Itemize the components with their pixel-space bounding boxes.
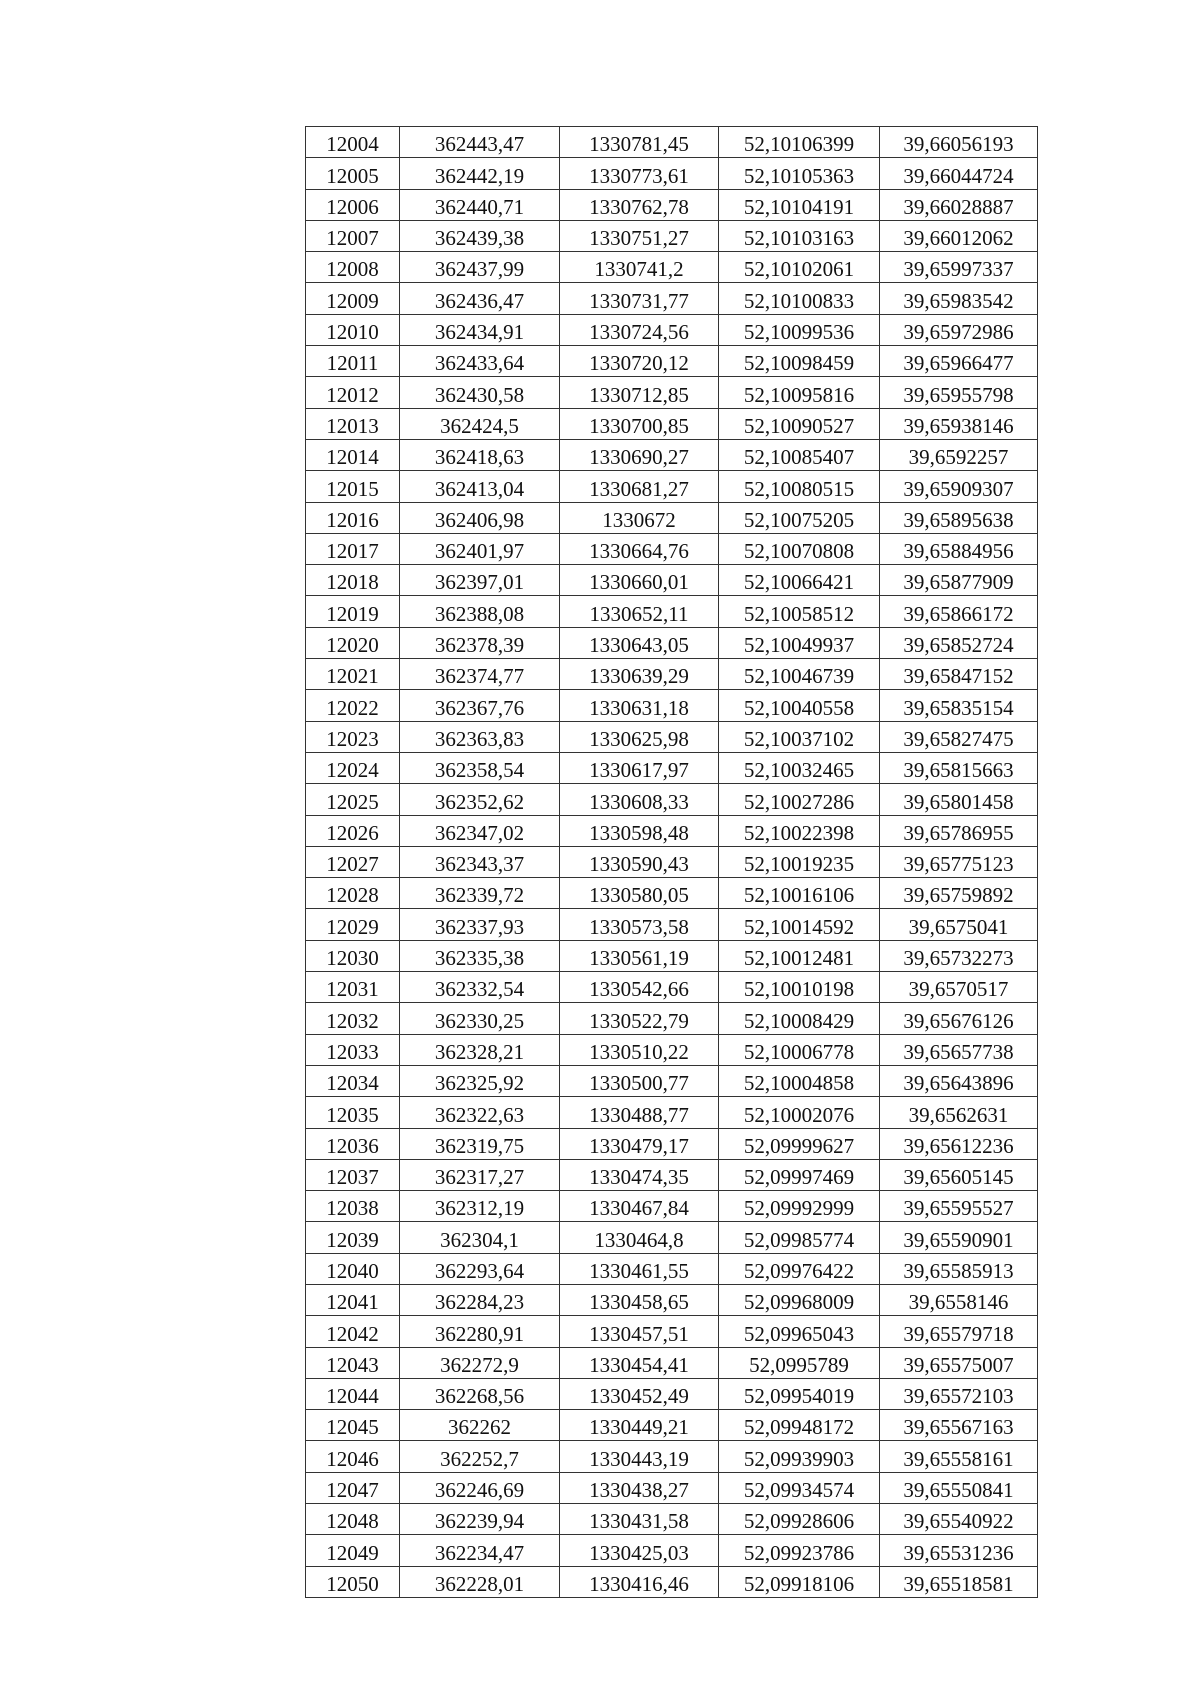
latitude-cell: 52,10008429 bbox=[719, 1003, 880, 1034]
longitude-cell: 39,65676126 bbox=[880, 1003, 1038, 1034]
x-coordinate-cell: 362335,38 bbox=[400, 940, 560, 971]
table-row bbox=[306, 533, 1038, 564]
table-row bbox=[306, 1535, 1038, 1566]
latitude-cell: 52,09997469 bbox=[719, 1159, 880, 1190]
x-coordinate-cell: 362252,7 bbox=[400, 1441, 560, 1472]
x-coordinate-cell: 362330,25 bbox=[400, 1003, 560, 1034]
latitude-cell: 52,10090527 bbox=[719, 408, 880, 439]
table-row bbox=[306, 909, 1038, 940]
point-number-cell: 12014 bbox=[306, 439, 400, 470]
latitude-cell: 52,10014592 bbox=[719, 909, 880, 940]
y-coordinate-cell: 1330700,85 bbox=[560, 408, 719, 439]
table-row bbox=[306, 846, 1038, 877]
point-number-cell: 12005 bbox=[306, 158, 400, 189]
x-coordinate-cell: 362437,99 bbox=[400, 252, 560, 283]
table-row bbox=[306, 1316, 1038, 1347]
x-coordinate-cell: 362352,62 bbox=[400, 784, 560, 815]
point-number-cell: 12037 bbox=[306, 1159, 400, 1190]
longitude-cell: 39,65567163 bbox=[880, 1410, 1038, 1441]
y-coordinate-cell: 1330762,78 bbox=[560, 189, 719, 220]
table-row bbox=[306, 972, 1038, 1003]
y-coordinate-cell: 1330467,84 bbox=[560, 1191, 719, 1222]
latitude-cell: 52,10095816 bbox=[719, 377, 880, 408]
coordinates-table bbox=[305, 126, 1038, 1598]
longitude-cell: 39,65827475 bbox=[880, 721, 1038, 752]
y-coordinate-cell: 1330431,58 bbox=[560, 1504, 719, 1535]
x-coordinate-cell: 362239,94 bbox=[400, 1504, 560, 1535]
latitude-cell: 52,09954019 bbox=[719, 1378, 880, 1409]
table-row bbox=[306, 1159, 1038, 1190]
x-coordinate-cell: 362319,75 bbox=[400, 1128, 560, 1159]
y-coordinate-cell: 1330690,27 bbox=[560, 439, 719, 470]
coordinates-table-body bbox=[306, 127, 1038, 1598]
point-number-cell: 12011 bbox=[306, 346, 400, 377]
longitude-cell: 39,65852724 bbox=[880, 627, 1038, 658]
longitude-cell: 39,6575041 bbox=[880, 909, 1038, 940]
longitude-cell: 39,6562631 bbox=[880, 1097, 1038, 1128]
table-row bbox=[306, 189, 1038, 220]
latitude-cell: 52,10010198 bbox=[719, 972, 880, 1003]
point-number-cell: 12028 bbox=[306, 878, 400, 909]
longitude-cell: 39,65847152 bbox=[880, 659, 1038, 690]
point-number-cell: 12039 bbox=[306, 1222, 400, 1253]
latitude-cell: 52,09948172 bbox=[719, 1410, 880, 1441]
y-coordinate-cell: 1330522,79 bbox=[560, 1003, 719, 1034]
latitude-cell: 52,10099536 bbox=[719, 314, 880, 345]
x-coordinate-cell: 362312,19 bbox=[400, 1191, 560, 1222]
longitude-cell: 39,65966477 bbox=[880, 346, 1038, 377]
point-number-cell: 12042 bbox=[306, 1316, 400, 1347]
longitude-cell: 39,65612236 bbox=[880, 1128, 1038, 1159]
longitude-cell: 39,65983542 bbox=[880, 283, 1038, 314]
x-coordinate-cell: 362322,63 bbox=[400, 1097, 560, 1128]
point-number-cell: 12013 bbox=[306, 408, 400, 439]
latitude-cell: 52,09968009 bbox=[719, 1284, 880, 1315]
table-row bbox=[306, 596, 1038, 627]
table-row bbox=[306, 127, 1038, 158]
x-coordinate-cell: 362439,38 bbox=[400, 220, 560, 251]
point-number-cell: 12025 bbox=[306, 784, 400, 815]
table-row bbox=[306, 721, 1038, 752]
x-coordinate-cell: 362347,02 bbox=[400, 815, 560, 846]
longitude-cell: 39,66012062 bbox=[880, 220, 1038, 251]
y-coordinate-cell: 1330457,51 bbox=[560, 1316, 719, 1347]
table-row bbox=[306, 1003, 1038, 1034]
latitude-cell: 52,10004858 bbox=[719, 1065, 880, 1096]
point-number-cell: 12008 bbox=[306, 252, 400, 283]
latitude-cell: 52,10066421 bbox=[719, 565, 880, 596]
longitude-cell: 39,65955798 bbox=[880, 377, 1038, 408]
longitude-cell: 39,65579718 bbox=[880, 1316, 1038, 1347]
latitude-cell: 52,10100833 bbox=[719, 283, 880, 314]
y-coordinate-cell: 1330479,17 bbox=[560, 1128, 719, 1159]
x-coordinate-cell: 362304,1 bbox=[400, 1222, 560, 1253]
table-row bbox=[306, 408, 1038, 439]
point-number-cell: 12033 bbox=[306, 1034, 400, 1065]
table-row bbox=[306, 1504, 1038, 1535]
point-number-cell: 12026 bbox=[306, 815, 400, 846]
longitude-cell: 39,66028887 bbox=[880, 189, 1038, 220]
latitude-cell: 52,10104191 bbox=[719, 189, 880, 220]
latitude-cell: 52,10105363 bbox=[719, 158, 880, 189]
table-row bbox=[306, 1347, 1038, 1378]
latitude-cell: 52,10106399 bbox=[719, 127, 880, 158]
point-number-cell: 12015 bbox=[306, 471, 400, 502]
y-coordinate-cell: 1330781,45 bbox=[560, 127, 719, 158]
table-row bbox=[306, 1222, 1038, 1253]
x-coordinate-cell: 362374,77 bbox=[400, 659, 560, 690]
point-number-cell: 12045 bbox=[306, 1410, 400, 1441]
table-row bbox=[306, 471, 1038, 502]
y-coordinate-cell: 1330452,49 bbox=[560, 1378, 719, 1409]
point-number-cell: 12020 bbox=[306, 627, 400, 658]
point-number-cell: 12041 bbox=[306, 1284, 400, 1315]
x-coordinate-cell: 362268,56 bbox=[400, 1378, 560, 1409]
table-row bbox=[306, 346, 1038, 377]
latitude-cell: 52,10016106 bbox=[719, 878, 880, 909]
point-number-cell: 12048 bbox=[306, 1504, 400, 1535]
point-number-cell: 12017 bbox=[306, 533, 400, 564]
point-number-cell: 12046 bbox=[306, 1441, 400, 1472]
point-number-cell: 12004 bbox=[306, 127, 400, 158]
longitude-cell: 39,65972986 bbox=[880, 314, 1038, 345]
point-number-cell: 12021 bbox=[306, 659, 400, 690]
x-coordinate-cell: 362401,97 bbox=[400, 533, 560, 564]
x-coordinate-cell: 362418,63 bbox=[400, 439, 560, 470]
y-coordinate-cell: 1330625,98 bbox=[560, 721, 719, 752]
longitude-cell: 39,65531236 bbox=[880, 1535, 1038, 1566]
x-coordinate-cell: 362332,54 bbox=[400, 972, 560, 1003]
longitude-cell: 39,65550841 bbox=[880, 1472, 1038, 1503]
table-row bbox=[306, 1097, 1038, 1128]
longitude-cell: 39,65558161 bbox=[880, 1441, 1038, 1472]
latitude-cell: 52,09965043 bbox=[719, 1316, 880, 1347]
table-row bbox=[306, 1410, 1038, 1441]
y-coordinate-cell: 1330590,43 bbox=[560, 846, 719, 877]
point-number-cell: 12034 bbox=[306, 1065, 400, 1096]
y-coordinate-cell: 1330664,76 bbox=[560, 533, 719, 564]
latitude-cell: 52,10070808 bbox=[719, 533, 880, 564]
longitude-cell: 39,6558146 bbox=[880, 1284, 1038, 1315]
table-row bbox=[306, 815, 1038, 846]
table-row bbox=[306, 252, 1038, 283]
x-coordinate-cell: 362397,01 bbox=[400, 565, 560, 596]
x-coordinate-cell: 362234,47 bbox=[400, 1535, 560, 1566]
x-coordinate-cell: 362228,01 bbox=[400, 1566, 560, 1597]
point-number-cell: 12007 bbox=[306, 220, 400, 251]
longitude-cell: 39,65605145 bbox=[880, 1159, 1038, 1190]
y-coordinate-cell: 1330639,29 bbox=[560, 659, 719, 690]
y-coordinate-cell: 1330464,8 bbox=[560, 1222, 719, 1253]
longitude-cell: 39,65759892 bbox=[880, 878, 1038, 909]
table-row bbox=[306, 377, 1038, 408]
table-row bbox=[306, 940, 1038, 971]
point-number-cell: 12010 bbox=[306, 314, 400, 345]
y-coordinate-cell: 1330573,58 bbox=[560, 909, 719, 940]
y-coordinate-cell: 1330652,11 bbox=[560, 596, 719, 627]
x-coordinate-cell: 362328,21 bbox=[400, 1034, 560, 1065]
x-coordinate-cell: 362434,91 bbox=[400, 314, 560, 345]
table-row bbox=[306, 314, 1038, 345]
point-number-cell: 12006 bbox=[306, 189, 400, 220]
x-coordinate-cell: 362442,19 bbox=[400, 158, 560, 189]
latitude-cell: 52,10027286 bbox=[719, 784, 880, 815]
point-number-cell: 12031 bbox=[306, 972, 400, 1003]
latitude-cell: 52,10103163 bbox=[719, 220, 880, 251]
x-coordinate-cell: 362272,9 bbox=[400, 1347, 560, 1378]
longitude-cell: 39,65643896 bbox=[880, 1065, 1038, 1096]
table-row bbox=[306, 1566, 1038, 1597]
y-coordinate-cell: 1330443,19 bbox=[560, 1441, 719, 1472]
y-coordinate-cell: 1330580,05 bbox=[560, 878, 719, 909]
table-row bbox=[306, 627, 1038, 658]
point-number-cell: 12049 bbox=[306, 1535, 400, 1566]
table-row bbox=[306, 1034, 1038, 1065]
point-number-cell: 12018 bbox=[306, 565, 400, 596]
y-coordinate-cell: 1330461,55 bbox=[560, 1253, 719, 1284]
latitude-cell: 52,09985774 bbox=[719, 1222, 880, 1253]
table-row bbox=[306, 283, 1038, 314]
point-number-cell: 12012 bbox=[306, 377, 400, 408]
latitude-cell: 52,10058512 bbox=[719, 596, 880, 627]
latitude-cell: 52,10102061 bbox=[719, 252, 880, 283]
y-coordinate-cell: 1330416,46 bbox=[560, 1566, 719, 1597]
table-row bbox=[306, 1284, 1038, 1315]
x-coordinate-cell: 362343,37 bbox=[400, 846, 560, 877]
y-coordinate-cell: 1330672 bbox=[560, 502, 719, 533]
longitude-cell: 39,65866172 bbox=[880, 596, 1038, 627]
x-coordinate-cell: 362443,47 bbox=[400, 127, 560, 158]
longitude-cell: 39,65518581 bbox=[880, 1566, 1038, 1597]
x-coordinate-cell: 362280,91 bbox=[400, 1316, 560, 1347]
longitude-cell: 39,65732273 bbox=[880, 940, 1038, 971]
x-coordinate-cell: 362436,47 bbox=[400, 283, 560, 314]
latitude-cell: 52,09976422 bbox=[719, 1253, 880, 1284]
point-number-cell: 12044 bbox=[306, 1378, 400, 1409]
latitude-cell: 52,09923786 bbox=[719, 1535, 880, 1566]
point-number-cell: 12030 bbox=[306, 940, 400, 971]
x-coordinate-cell: 362262 bbox=[400, 1410, 560, 1441]
y-coordinate-cell: 1330617,97 bbox=[560, 752, 719, 783]
longitude-cell: 39,65895638 bbox=[880, 502, 1038, 533]
latitude-cell: 52,10098459 bbox=[719, 346, 880, 377]
table-row bbox=[306, 1253, 1038, 1284]
table-row bbox=[306, 690, 1038, 721]
longitude-cell: 39,65909307 bbox=[880, 471, 1038, 502]
point-number-cell: 12027 bbox=[306, 846, 400, 877]
point-number-cell: 12019 bbox=[306, 596, 400, 627]
y-coordinate-cell: 1330773,61 bbox=[560, 158, 719, 189]
latitude-cell: 52,10019235 bbox=[719, 846, 880, 877]
point-number-cell: 12036 bbox=[306, 1128, 400, 1159]
y-coordinate-cell: 1330561,19 bbox=[560, 940, 719, 971]
y-coordinate-cell: 1330643,05 bbox=[560, 627, 719, 658]
y-coordinate-cell: 1330510,22 bbox=[560, 1034, 719, 1065]
x-coordinate-cell: 362246,69 bbox=[400, 1472, 560, 1503]
latitude-cell: 52,10085407 bbox=[719, 439, 880, 470]
point-number-cell: 12024 bbox=[306, 752, 400, 783]
latitude-cell: 52,10006778 bbox=[719, 1034, 880, 1065]
x-coordinate-cell: 362440,71 bbox=[400, 189, 560, 220]
y-coordinate-cell: 1330488,77 bbox=[560, 1097, 719, 1128]
point-number-cell: 12032 bbox=[306, 1003, 400, 1034]
y-coordinate-cell: 1330598,48 bbox=[560, 815, 719, 846]
x-coordinate-cell: 362388,08 bbox=[400, 596, 560, 627]
point-number-cell: 12029 bbox=[306, 909, 400, 940]
x-coordinate-cell: 362337,93 bbox=[400, 909, 560, 940]
table-row bbox=[306, 1191, 1038, 1222]
longitude-cell: 39,65595527 bbox=[880, 1191, 1038, 1222]
latitude-cell: 52,10049937 bbox=[719, 627, 880, 658]
x-coordinate-cell: 362378,39 bbox=[400, 627, 560, 658]
point-number-cell: 12022 bbox=[306, 690, 400, 721]
point-number-cell: 12047 bbox=[306, 1472, 400, 1503]
x-coordinate-cell: 362293,64 bbox=[400, 1253, 560, 1284]
longitude-cell: 39,65835154 bbox=[880, 690, 1038, 721]
latitude-cell: 52,0995789 bbox=[719, 1347, 880, 1378]
longitude-cell: 39,65884956 bbox=[880, 533, 1038, 564]
y-coordinate-cell: 1330681,27 bbox=[560, 471, 719, 502]
x-coordinate-cell: 362406,98 bbox=[400, 502, 560, 533]
y-coordinate-cell: 1330720,12 bbox=[560, 346, 719, 377]
longitude-cell: 39,65877909 bbox=[880, 565, 1038, 596]
latitude-cell: 52,10012481 bbox=[719, 940, 880, 971]
longitude-cell: 39,65801458 bbox=[880, 784, 1038, 815]
longitude-cell: 39,65815663 bbox=[880, 752, 1038, 783]
y-coordinate-cell: 1330449,21 bbox=[560, 1410, 719, 1441]
table-row bbox=[306, 659, 1038, 690]
y-coordinate-cell: 1330631,18 bbox=[560, 690, 719, 721]
longitude-cell: 39,65572103 bbox=[880, 1378, 1038, 1409]
longitude-cell: 39,65997337 bbox=[880, 252, 1038, 283]
table-row bbox=[306, 752, 1038, 783]
longitude-cell: 39,6592257 bbox=[880, 439, 1038, 470]
y-coordinate-cell: 1330474,35 bbox=[560, 1159, 719, 1190]
y-coordinate-cell: 1330741,2 bbox=[560, 252, 719, 283]
longitude-cell: 39,65938146 bbox=[880, 408, 1038, 439]
latitude-cell: 52,09928606 bbox=[719, 1504, 880, 1535]
longitude-cell: 39,65657738 bbox=[880, 1034, 1038, 1065]
longitude-cell: 39,65575007 bbox=[880, 1347, 1038, 1378]
x-coordinate-cell: 362325,92 bbox=[400, 1065, 560, 1096]
point-number-cell: 12023 bbox=[306, 721, 400, 752]
longitude-cell: 39,66044724 bbox=[880, 158, 1038, 189]
latitude-cell: 52,09918106 bbox=[719, 1566, 880, 1597]
point-number-cell: 12016 bbox=[306, 502, 400, 533]
point-number-cell: 12050 bbox=[306, 1566, 400, 1597]
latitude-cell: 52,09934574 bbox=[719, 1472, 880, 1503]
y-coordinate-cell: 1330608,33 bbox=[560, 784, 719, 815]
table-row bbox=[306, 1128, 1038, 1159]
latitude-cell: 52,09999627 bbox=[719, 1128, 880, 1159]
table-row bbox=[306, 158, 1038, 189]
y-coordinate-cell: 1330660,01 bbox=[560, 565, 719, 596]
table-row bbox=[306, 220, 1038, 251]
table-row bbox=[306, 502, 1038, 533]
x-coordinate-cell: 362367,76 bbox=[400, 690, 560, 721]
x-coordinate-cell: 362339,72 bbox=[400, 878, 560, 909]
y-coordinate-cell: 1330458,65 bbox=[560, 1284, 719, 1315]
longitude-cell: 39,66056193 bbox=[880, 127, 1038, 158]
latitude-cell: 52,10040558 bbox=[719, 690, 880, 721]
latitude-cell: 52,10046739 bbox=[719, 659, 880, 690]
table-row bbox=[306, 1472, 1038, 1503]
y-coordinate-cell: 1330438,27 bbox=[560, 1472, 719, 1503]
table-row bbox=[306, 565, 1038, 596]
x-coordinate-cell: 362358,54 bbox=[400, 752, 560, 783]
point-number-cell: 12040 bbox=[306, 1253, 400, 1284]
y-coordinate-cell: 1330751,27 bbox=[560, 220, 719, 251]
longitude-cell: 39,65775123 bbox=[880, 846, 1038, 877]
longitude-cell: 39,65540922 bbox=[880, 1504, 1038, 1535]
latitude-cell: 52,10032465 bbox=[719, 752, 880, 783]
y-coordinate-cell: 1330425,03 bbox=[560, 1535, 719, 1566]
x-coordinate-cell: 362424,5 bbox=[400, 408, 560, 439]
table-row bbox=[306, 784, 1038, 815]
y-coordinate-cell: 1330542,66 bbox=[560, 972, 719, 1003]
y-coordinate-cell: 1330500,77 bbox=[560, 1065, 719, 1096]
longitude-cell: 39,65786955 bbox=[880, 815, 1038, 846]
y-coordinate-cell: 1330712,85 bbox=[560, 377, 719, 408]
latitude-cell: 52,10075205 bbox=[719, 502, 880, 533]
point-number-cell: 12035 bbox=[306, 1097, 400, 1128]
x-coordinate-cell: 362317,27 bbox=[400, 1159, 560, 1190]
point-number-cell: 12043 bbox=[306, 1347, 400, 1378]
latitude-cell: 52,10002076 bbox=[719, 1097, 880, 1128]
latitude-cell: 52,10037102 bbox=[719, 721, 880, 752]
x-coordinate-cell: 362284,23 bbox=[400, 1284, 560, 1315]
latitude-cell: 52,09992999 bbox=[719, 1191, 880, 1222]
y-coordinate-cell: 1330731,77 bbox=[560, 283, 719, 314]
table-row bbox=[306, 1378, 1038, 1409]
y-coordinate-cell: 1330454,41 bbox=[560, 1347, 719, 1378]
longitude-cell: 39,65590901 bbox=[880, 1222, 1038, 1253]
longitude-cell: 39,6570517 bbox=[880, 972, 1038, 1003]
x-coordinate-cell: 362363,83 bbox=[400, 721, 560, 752]
table-row bbox=[306, 439, 1038, 470]
x-coordinate-cell: 362413,04 bbox=[400, 471, 560, 502]
table-row bbox=[306, 878, 1038, 909]
point-number-cell: 12038 bbox=[306, 1191, 400, 1222]
point-number-cell: 12009 bbox=[306, 283, 400, 314]
x-coordinate-cell: 362430,58 bbox=[400, 377, 560, 408]
table-row bbox=[306, 1065, 1038, 1096]
latitude-cell: 52,10022398 bbox=[719, 815, 880, 846]
longitude-cell: 39,65585913 bbox=[880, 1253, 1038, 1284]
x-coordinate-cell: 362433,64 bbox=[400, 346, 560, 377]
latitude-cell: 52,09939903 bbox=[719, 1441, 880, 1472]
latitude-cell: 52,10080515 bbox=[719, 471, 880, 502]
y-coordinate-cell: 1330724,56 bbox=[560, 314, 719, 345]
table-row bbox=[306, 1441, 1038, 1472]
